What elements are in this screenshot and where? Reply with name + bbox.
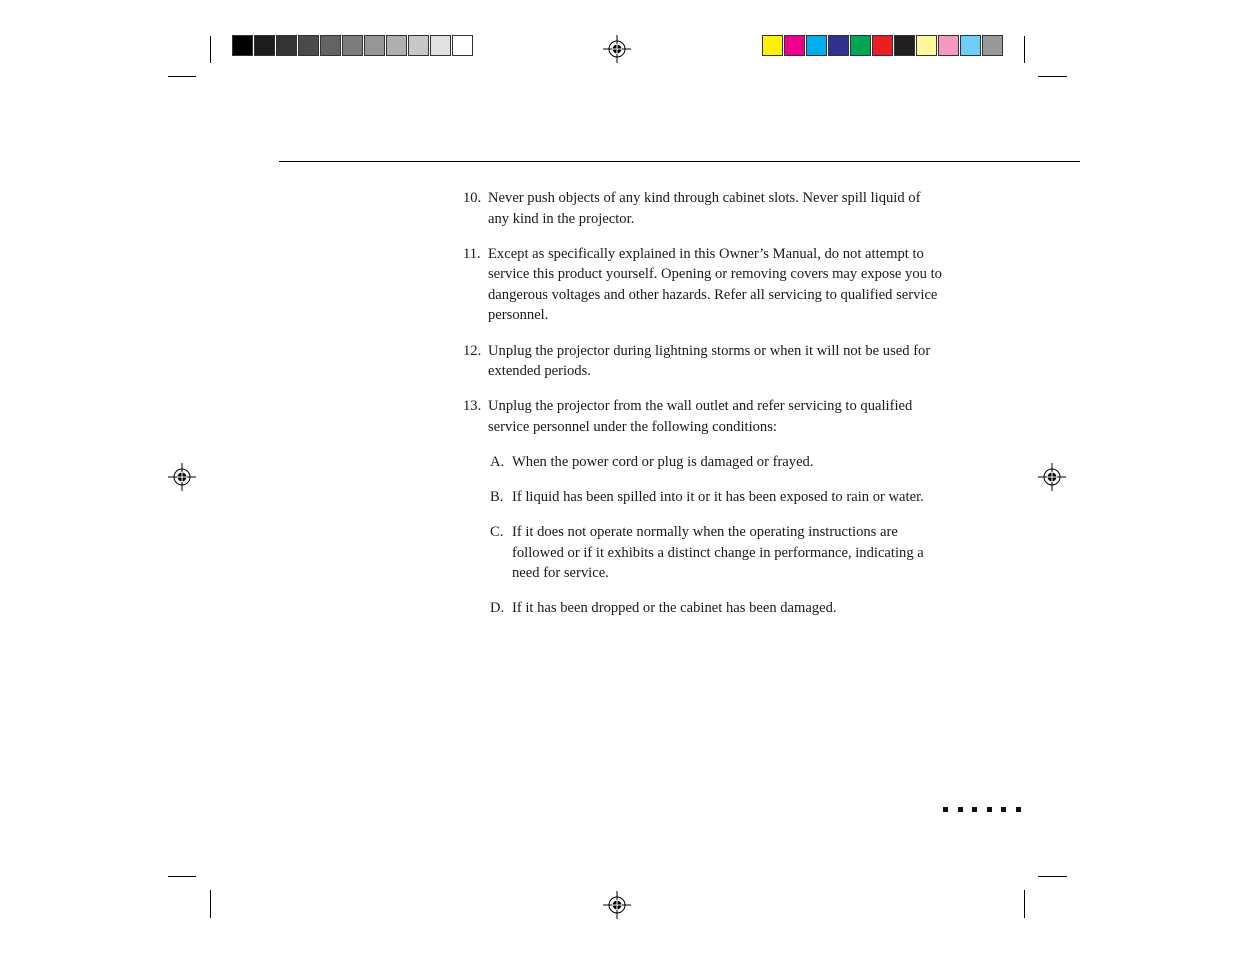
crop-mark-icon [168, 76, 196, 77]
page-footer-dots-icon [943, 807, 1031, 812]
color-swatch [784, 35, 805, 56]
crop-mark-icon [168, 876, 196, 877]
color-swatch [298, 35, 319, 56]
color-swatch [276, 35, 297, 56]
condition-item [463, 452, 943, 473]
color-swatch [872, 35, 893, 56]
item-number: 11. [463, 245, 481, 262]
item-number: 12. [463, 342, 482, 359]
color-swatch [452, 35, 473, 56]
color-swatch [828, 35, 849, 56]
instruction-item [463, 396, 943, 437]
registration-target-icon [168, 463, 196, 491]
instruction-item [463, 244, 943, 326]
condition-text: If it does not operate normally when the operating instructions are followed or if it exhibits a distinct change in performance, indicating a need for service. [512, 524, 924, 582]
condition-text: When the power cord or plug is damaged or frayed. [512, 453, 814, 470]
condition-text: If liquid has been spilled into it or it has been exposed to rain or water. [512, 489, 924, 506]
registration-target-icon [1038, 463, 1066, 491]
grayscale-color-bar [232, 35, 474, 56]
color-swatch [982, 35, 1003, 56]
condition-letter: C. [490, 524, 504, 541]
condition-letter: A. [490, 453, 505, 470]
color-swatch [430, 35, 451, 56]
crop-mark-icon [210, 36, 211, 63]
crop-mark-icon [1038, 876, 1067, 877]
color-swatch [938, 35, 959, 56]
color-swatch [408, 35, 429, 56]
color-swatch [364, 35, 385, 56]
item-text: Unplug the projector during lightning storms or when it will not be used for extended periods. [488, 342, 931, 380]
condition-letter: D. [490, 600, 505, 617]
safety-instructions [463, 188, 943, 634]
color-swatch [762, 35, 783, 56]
color-swatch [232, 35, 253, 56]
registration-target-icon [603, 891, 631, 919]
color-swatch [850, 35, 871, 56]
process-color-bar [762, 35, 1004, 56]
registration-target-icon [603, 35, 631, 63]
crop-mark-icon [1024, 36, 1025, 63]
instruction-item [463, 188, 943, 229]
instruction-item [463, 341, 943, 382]
color-swatch [806, 35, 827, 56]
color-swatch [894, 35, 915, 56]
color-swatch [386, 35, 407, 56]
header-rule [279, 161, 1080, 162]
color-swatch [342, 35, 363, 56]
color-swatch [254, 35, 275, 56]
item-text: Never push objects of any kind through cabinet slots. Never spill liquid of any kind in the projector. [488, 190, 921, 227]
condition-item [463, 598, 943, 619]
item-number: 10. [463, 190, 482, 206]
condition-item [463, 522, 943, 584]
item-text: Unplug the projector from the wall outlet and refer servicing to qualified service personnel under the following conditions: [488, 398, 913, 435]
color-swatch [320, 35, 341, 56]
item-number: 13. [463, 398, 482, 415]
condition-item [463, 487, 943, 508]
crop-mark-icon [210, 890, 211, 918]
crop-mark-icon [1038, 76, 1067, 77]
item-text: Except as specifically explained in this Owner’s Manual, do not attempt to service this product yourself. Opening or removing covers may expose you to dangerous voltages and other hazards. Refer all servicing to qualified service personnel. [488, 245, 942, 324]
color-swatch [916, 35, 937, 56]
color-swatch [960, 35, 981, 56]
condition-text: If it has been dropped or the cabinet has been damaged. [512, 600, 837, 617]
crop-mark-icon [1024, 890, 1025, 918]
condition-letter: B. [490, 489, 504, 506]
